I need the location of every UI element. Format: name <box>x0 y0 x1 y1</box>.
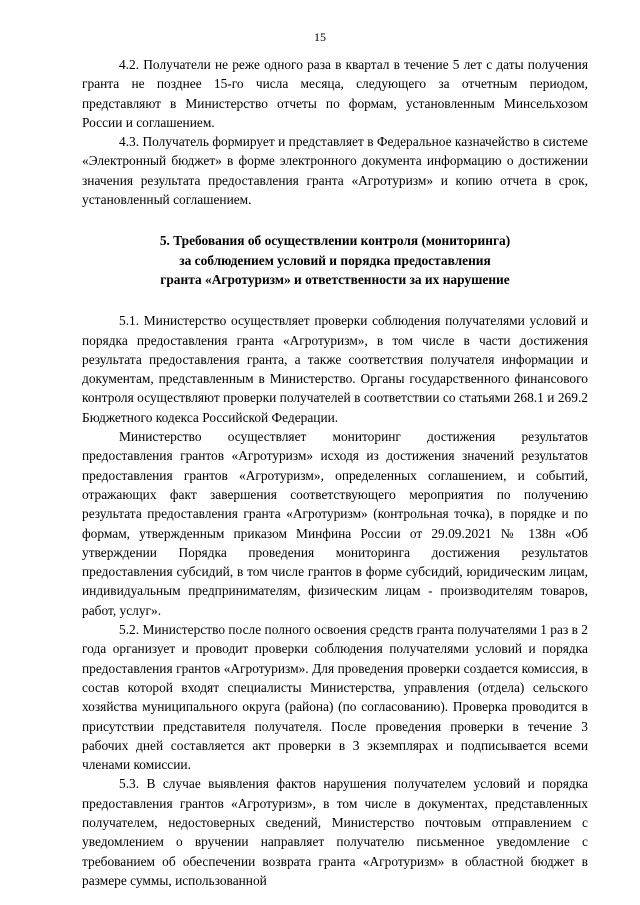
paragraph-5-2: 5.2. Министерство после полного освоения средств гранта получателями 1 раз в 2 года организует и проводит проверки соблюдения получателями условий и порядка предоставления грантов «Агротуризм». Для проведения проверки создается комиссия, в состав которой входят специалисты Министерства, управления (отдела) сельского хозяйства муниципального округа (района) (по согласованию). Проверка проводится в присутствии представителя получателя. После проведения проверки в течение 3 рабочих дней составляется акт проверки в 3 экземплярах и подписывается всеми членами комиссии. <box>82 622 588 773</box>
document-body <box>82 55 588 890</box>
section-heading <box>82 231 588 289</box>
section-heading-line-3: гранта «Агротуризм» и ответственности за их нарушение <box>160 271 510 287</box>
paragraph-monitoring: Министерство осуществляет мониторинг достижения результатов предоставления грантов «Агротуризм» исходя из достижения значений результатов предоставления грантов «Агротуризм», определенных соглашением, и событий, отражающих факт завершения соответствующего мероприятия по получению результата предоставления гранта «Агротуризм» (контрольная точка), в порядке и по формам, утвержденным приказом Минфина России от 29.09.2021 № 138н «Об утверждении Порядка проведения мониторинга достижения результатов предоставления субсидий, в том числе грантов в форме субсидий, юридическим лицам, индивидуальным предпринимателям, физическим лицам - производителям товаров, работ, услуг». <box>82 429 588 618</box>
paragraph-5-3: 5.3. В случае выявления фактов нарушения получателем условий и порядка предоставления грантов «Агротуризм», в том числе в документах, представленных получателем, недостоверных сведений, Министерство почтовым отправлением с уведомлением о вручении направляет получателю письменное уведомление с требованием об обеспечении возврата гранта «Агротуризм» в областной бюджет в размере суммы, использованной <box>82 776 588 888</box>
section-heading-line-2: за соблюдением условий и порядка предоставления <box>179 252 491 268</box>
section-heading-line-1: 5. Требования об осуществлении контроля (мониторинга) <box>159 233 511 249</box>
paragraph-5-1: 5.1. Министерство осуществляет проверки соблюдения получателями условий и порядка предоставления гранта «Агротуризм», в том числе в части достижения результата предоставления гранта, а также соответствия получателя информации и документам, представленным в Министерство. Органы государственного финансового контроля осуществляют проверки получателей в соответствии со статьями 268.1 и 269.2 Бюджетного кодекса Российской Федерации. <box>82 313 588 425</box>
paragraph-4-3: 4.3. Получатель формирует и представляет в Федеральное казначейство в системе «Электронный бюджет» в форме электронного документа информацию о достижении значения результата предоставления гранта «Агротуризм» и копию отчета в срок, установленный соглашением. <box>82 134 588 208</box>
page-number: 15 <box>314 30 326 44</box>
paragraph-4-2: 4.2. Получатели не реже одного раза в квартал в течение 5 лет с даты получения гранта не позднее 15-го числа месяца, следующего за отчетным периодом, представляют в Министерство отчеты по формам, установленным Минсельхозом России и соглашением. <box>82 57 588 130</box>
